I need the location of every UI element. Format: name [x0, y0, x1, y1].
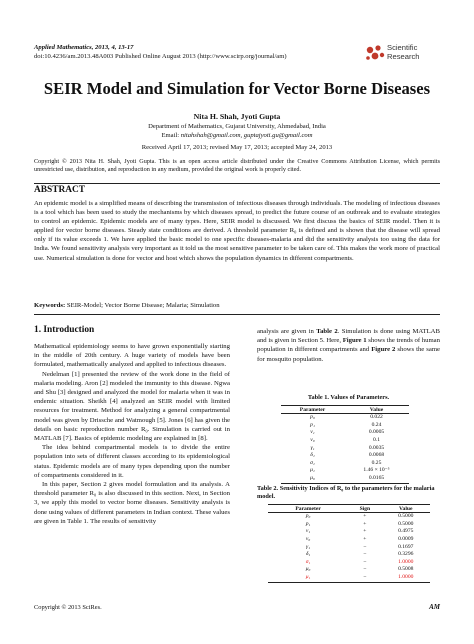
publisher-logo — [364, 42, 440, 64]
table1-cell-value: 0.022 — [370, 414, 383, 421]
table1-cell-value: 0.0068 — [368, 452, 385, 459]
keywords-bottom-rule — [34, 314, 440, 315]
table2-row — [268, 544, 430, 552]
table1-header-parameter: Parameter — [281, 406, 344, 414]
intro-paragraph: The idea behind compartmental models is to divide the entire population into sets of different classes according to its epidemiological status. Epidemic models are of many types depending upon the number of compartments considered in it. — [34, 444, 230, 479]
table1-cell-value: 0.0035 — [368, 444, 385, 451]
table2-row — [268, 559, 430, 567]
table1-header-value: Value — [344, 406, 409, 414]
section-heading-introduction: 1. Introduction — [34, 325, 95, 335]
table1-row — [281, 445, 409, 453]
table1-row — [281, 467, 409, 475]
table1-cell-parameter: v₀ — [310, 436, 315, 443]
table2-cell-parameter: σ₁ — [305, 558, 311, 565]
table2-caption: Table 2. Sensitivity Indices of R₀ to the parameters for the malaria model. — [257, 485, 435, 501]
table2-cell-value: 0.1697 — [398, 543, 414, 550]
table1-row — [281, 475, 409, 483]
journal-citation: Applied Mathematics, 2013, 4, 13-17 — [34, 44, 134, 51]
email-line — [0, 132, 474, 141]
table1-cell-parameter: v₁ — [310, 429, 315, 436]
table1-cell-parameter: μ₁ — [310, 467, 315, 474]
table2-row — [268, 521, 430, 529]
table2-cell-value: 0.0009 — [398, 535, 414, 542]
affiliation: Department of Mathematics, Gujarat University, Ahmedabad, India — [148, 123, 326, 130]
table1-cell-value: 0.0165 — [344, 475, 409, 483]
introduction-text — [34, 342, 230, 526]
table1-row — [281, 452, 409, 460]
table2-row — [268, 574, 430, 582]
logo-text-research: Research — [387, 52, 420, 62]
table2-cell-value: 0.5000 — [398, 513, 414, 520]
table2-cell-value: 0.5008 — [398, 566, 414, 573]
table2-cell-sign: − — [363, 551, 367, 558]
doi-line: doi:10.4236/am.2013.48A003 Published Online August 2013 (http://www.scirp.org/journal/am) — [34, 52, 287, 60]
figure1-ref: Figure 1 — [342, 337, 367, 345]
table1-row — [281, 414, 409, 422]
copyright-notice: Copyright © 2013 Nita H. Shah, Jyoti Gupta. This is an open access article distributed under the Creative Commons Attribution License, which permits unrestricted use, distribution, and reproduction in any medium, provided the original work is properly cited. — [34, 158, 440, 174]
table2-cell-value: 0.3296 — [398, 551, 414, 558]
table1-cell-parameter: δ₁ — [310, 452, 315, 459]
table2-cell-sign: − — [348, 574, 381, 582]
table2-cell-parameter: v₀ — [305, 535, 311, 542]
table2-cell-value: 0.5000 — [398, 520, 414, 527]
table1-cell-value: 1.46 × 10⁻⁵ — [363, 467, 390, 474]
table2-cell-sign: + — [363, 528, 367, 535]
table2-cell-sign: + — [363, 513, 367, 520]
table2-cell-parameter: μ₀ — [305, 566, 311, 573]
table1-row — [281, 460, 409, 468]
intro-paragraph: Mathematical epidemiology seems to have grown exponentially starting in the middle of 20th century. A huge variety of models have been formulated, mathematically analyzed and applied to infectious diseases. — [34, 343, 230, 369]
table2-cell-sign: + — [363, 520, 367, 527]
table1-row — [281, 422, 409, 430]
table1-row — [281, 429, 409, 437]
text-run: . Simulation is done using MATLAB and is given in Section 5. Here, — [257, 328, 440, 345]
paper-title: SEIR Model and Simulation for Vector Borne Diseases — [43, 79, 431, 98]
table1-cell-parameter: p₀ — [310, 414, 315, 421]
table1-caption: Table 1. Values of Parameters. — [307, 394, 390, 401]
table1-cell-parameter: μ₀ — [281, 475, 344, 483]
intro-paragraph: In this paper, Section 2 gives model formulation and its analysis. A threshold parameter R₀ is also discussed in this section. Next, in Section 3, we apply this model to vector borne diseases. Sensitivity analysis is done using values of different parameters in Indian context. These values are given in Table 1. The results of sensitivity — [34, 481, 230, 525]
keywords-label: Keywords: — [34, 302, 66, 309]
table2-header-parameter: Parameter — [268, 505, 348, 513]
table1-cell-value: 0.25 — [371, 459, 382, 466]
right-column-text — [257, 327, 440, 364]
table1-cell-value: 0.1 — [373, 436, 381, 443]
table2-cell-value: 1.0000 — [382, 574, 430, 582]
scientific-research-logo-icon — [364, 44, 386, 62]
abstract-top-rule — [34, 183, 440, 184]
table2-cell-sign: + — [363, 535, 367, 542]
table2-cell-sign: − — [363, 558, 367, 565]
table2-cell-parameter: p₁ — [305, 520, 311, 527]
table2-row — [268, 513, 430, 521]
text-run: analysis are given in — [257, 328, 317, 335]
table2-ref: Table 2 — [316, 328, 338, 335]
table2-cell-parameter: v₁ — [305, 528, 311, 535]
table2-cell-parameter: γ₁ — [306, 543, 311, 550]
text-run: shows the trends of human population in different compartments and — [257, 337, 440, 354]
table1-row — [281, 437, 409, 445]
keywords — [34, 302, 440, 309]
table2-header-value: Value — [382, 505, 430, 513]
intro-paragraph: Nedelman [1] presented the review of the work done in the field of malaria modeling. Aron [2] modeled the immunity to this disease. Ngwa and Shu [3] designed and analyzed the model for malaria when it was in endemic situation. Sheikh [4] analyzed an SEIR model with limited resources for treatment. Method for analyzing a general compartmental model was given by Drissche and Watmough [5]. Jones [6] has given the details on basic reproduction number R₀. Simulation is carried out in MATLAB [7]. Basics of epidemic modeling are explained in [8]. — [34, 370, 230, 443]
table2-cell-value: 0.4975 — [398, 528, 414, 535]
text-run: shows the same for mosquito population. — [257, 346, 441, 363]
table2-row — [268, 528, 430, 536]
keywords-text: SEIR-Model; Vector Borne Disease; Malaria; Simulation — [65, 302, 220, 309]
table2-cell-parameter: μ₁ — [268, 574, 348, 582]
table2-cell-parameter: p₀ — [305, 513, 311, 520]
email-address[interactable]: nitahshah@gmail.com, guptajyoti.gu@gmail.com — [180, 131, 313, 139]
logo-text-scientific: Scientific — [387, 43, 418, 52]
received-dates: Received April 17, 2013; revised May 17, 2013; accepted May 24, 2013 — [141, 144, 333, 151]
affiliation-block — [0, 123, 474, 141]
table2-row — [268, 536, 430, 544]
table2-cell-sign: − — [363, 566, 367, 573]
table1-cell-parameter: σ₁ — [310, 459, 315, 466]
table2-cell-sign: − — [363, 543, 367, 550]
table2-header-sign: Sign — [348, 505, 381, 513]
table2-cell-parameter: δ₁ — [305, 551, 311, 558]
footer-journal: AM — [429, 603, 440, 611]
table2-cell-value: 1.0000 — [398, 558, 414, 565]
figure2-ref: Figure 2 — [371, 346, 396, 354]
journal-info — [34, 44, 287, 61]
table2-row — [268, 551, 430, 559]
table1 — [281, 405, 409, 484]
table1-cell-parameter: γ₁ — [310, 444, 315, 451]
abstract-text: An epidemic model is a simplified means of describing the transmission of infectious diseases through individuals. The modeling of infectious diseases is a tool which has been used to study the mechanisms by which diseases spread, to predict the future course of an outbreak and to evaluate strategies to control an epidemic. Epidemic models are of many types. Here, SEIR model is discussed. We first discuss the basics of SEIR model. Then it is applied for vector borne diseases. Steady state conditions are derived. A threshold parameter R₀ is defined and is shown that the disease will spread only if its value exceeds 1. We have applied the basic model to one specific diseases-malaria and did the sensitivity analysis too using the data for India. We found sensitivity analysis very important as it told us the most sensitive parameter to be taken care of. This makes the work more of practical use. Numerical simulation is done for vector and host which shows the population dynamics in different compartments. — [34, 200, 440, 262]
table1-cell-parameter: p₁ — [310, 421, 315, 428]
table2-row — [268, 566, 430, 574]
abstract-heading: ABSTRACT — [34, 185, 86, 195]
footer-copyright: Copyright © 2013 SciRes. — [34, 604, 102, 611]
table1-cell-value: 0.24 — [371, 421, 382, 428]
table2 — [268, 504, 430, 583]
paper-authors: Nita H. Shah, Jyoti Gupta — [193, 112, 281, 121]
email-label: Email: — [161, 131, 181, 139]
table1-cell-value: 0.0005 — [368, 429, 385, 436]
